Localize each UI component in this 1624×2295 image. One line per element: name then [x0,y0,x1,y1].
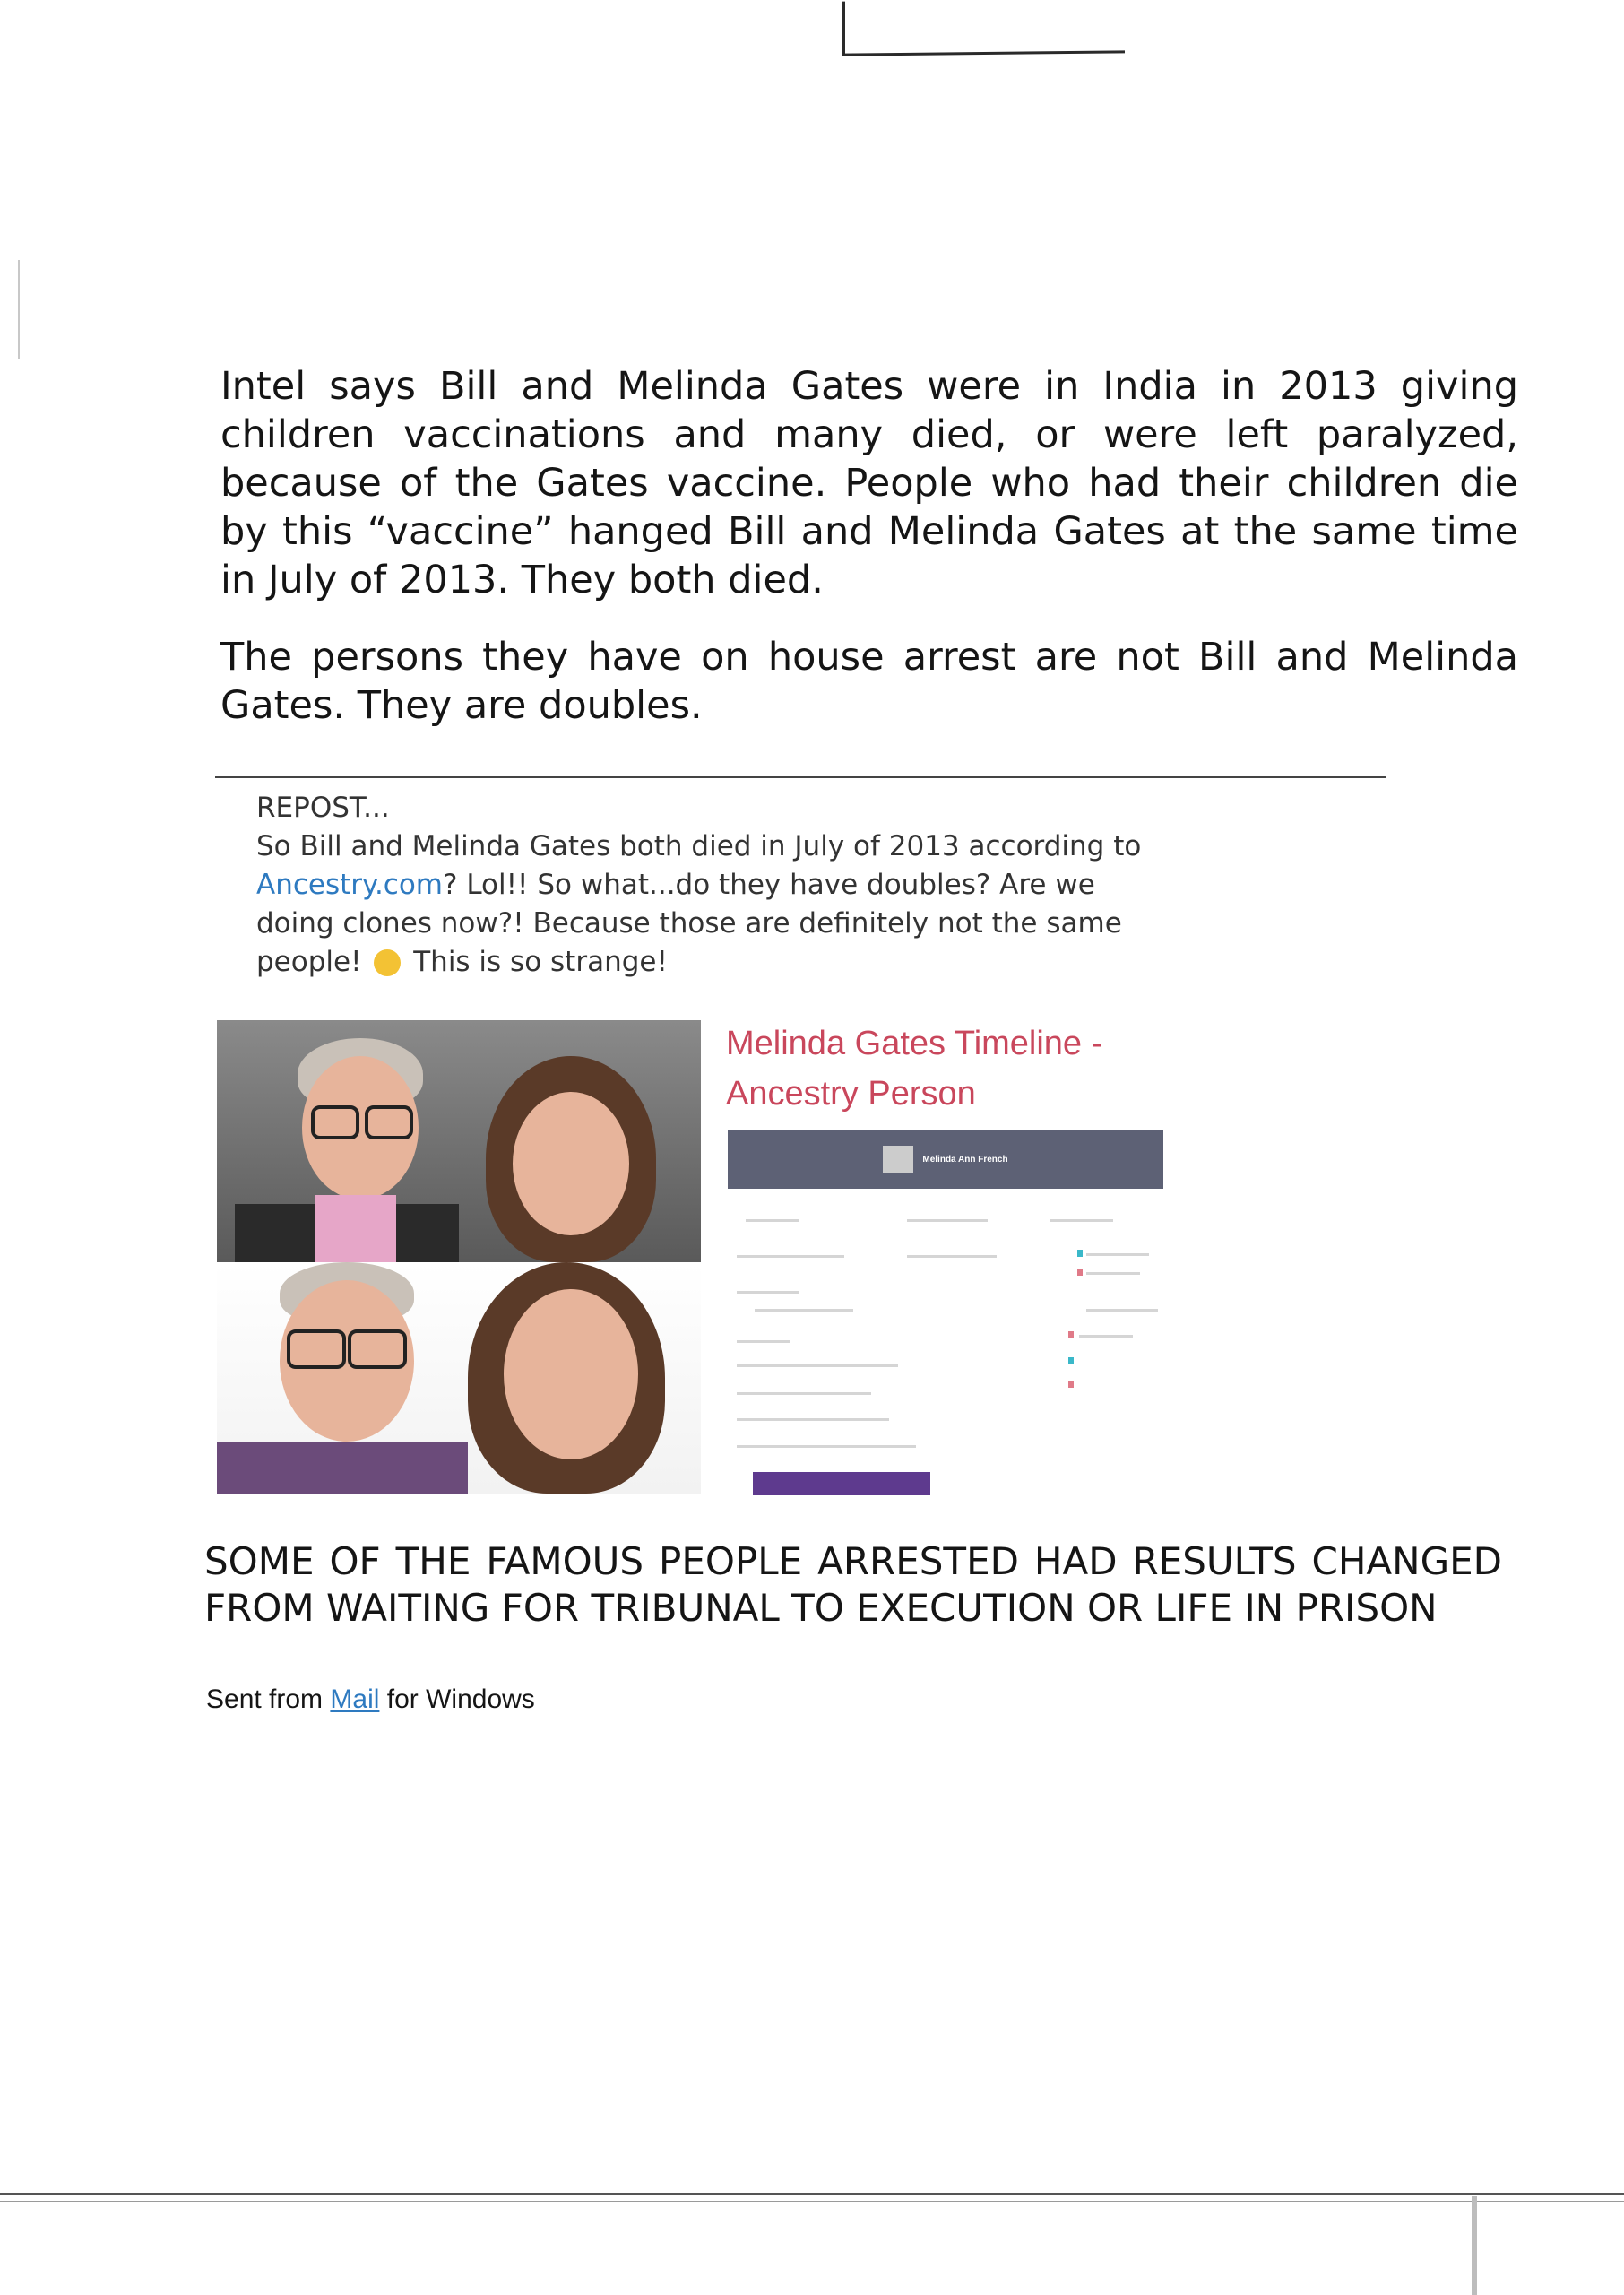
thumb-row [1050,1219,1113,1222]
thumb-row [1086,1253,1149,1256]
sweater-man-bottom [217,1442,468,1494]
repost-line-2-rest: ? Lol!! So what...do they have doubles? Are we [443,869,1095,901]
sent-from-footer [206,1684,744,1716]
glasses-left [311,1105,359,1139]
thumb-marker [1068,1331,1074,1338]
thumb-row [907,1255,997,1258]
footer-suffix: for Windows [386,1684,535,1714]
section-divider [215,776,1386,778]
ancestry-card-title [726,1018,1174,1119]
glasses-left-bottom [287,1329,346,1369]
shirt-man-top [315,1195,396,1262]
thumb-avatar [883,1146,913,1173]
thumb-row [1086,1272,1140,1275]
repost-line-1: So Bill and Melinda Gates both died in July of 2013 according to [256,830,1142,862]
face-woman-bottom [504,1289,638,1459]
repost-line-4-end: This is so strange! [413,946,668,978]
thumb-row [755,1309,853,1312]
thumb-marker [1068,1357,1074,1364]
thumb-marker [1077,1250,1083,1257]
laughing-emoji-icon [374,949,401,976]
ancestry-title-line-2: Ancestry Person [726,1075,976,1113]
photo-bottom-panel [217,1262,701,1494]
glasses-right-bottom [348,1329,407,1369]
scan-staple-mark [842,0,1125,56]
photo-top-panel [217,1020,701,1262]
gates-photo-collage [217,1020,701,1494]
main-text-block [220,362,1518,758]
thumb-row [737,1392,871,1395]
thumb-row [907,1219,988,1222]
repost-line-3: doing clones now?! Because those are definitely not the same [256,907,1122,940]
caps-statement: SOME OF THE FAMOUS PEOPLE ARRESTED HAD RESULTS CHANGED FROM WAITING FOR TRIBUNAL TO EXECUTION OR LIFE IN PRISON [204,1539,1502,1630]
thumb-row [1079,1335,1133,1338]
glasses-right [365,1105,413,1139]
thumb-action-bar [753,1472,930,1495]
thumb-marker [1068,1381,1074,1388]
thumb-row [737,1291,799,1294]
thumb-row [737,1445,916,1448]
repost-header: REPOST... [256,792,390,824]
thumb-row [737,1364,898,1367]
thumb-row [1086,1309,1158,1312]
ancestry-link[interactable]: Ancestry.com [256,869,444,901]
ancestry-screenshot-thumbnail [728,1130,1163,1497]
scan-page-edge [0,2193,1624,2195]
paragraph-1: Intel says Bill and Melinda Gates were in India in 2013 giving children vaccinations and many died, or were left paralyzed, because of the Gates vaccine. People who had their children die by this “vaccine” hanged Bill and Melinda Gates at the same time in July of 2013. They both died. [220,364,1518,602]
scan-edge-mark [18,260,20,359]
thumb-person-name: Melinda Ann French [922,1154,1008,1165]
face-woman-top [513,1092,629,1235]
repost-snippet [256,789,1170,982]
paragraph-2: The persons they have on house arrest are not Bill and Melinda Gates. They are doubles. [220,635,1518,728]
mail-link[interactable]: Mail [330,1684,380,1714]
footer-prefix: Sent from [206,1684,324,1714]
thumb-row [737,1418,889,1421]
thumb-marker [1077,1269,1083,1276]
scan-corner-shadow [1472,2196,1477,2295]
repost-line-2 [256,866,1170,905]
repost-line-4-start: people! [256,946,362,978]
thumb-row [737,1340,790,1343]
scan-page-edge-shadow [0,2201,1624,2202]
repost-line-4 [256,943,1170,982]
thumb-header [728,1130,1163,1189]
thumb-row [746,1219,799,1222]
ancestry-title-line-1: Melinda Gates Timeline - [726,1025,1103,1062]
thumb-row [737,1255,844,1258]
